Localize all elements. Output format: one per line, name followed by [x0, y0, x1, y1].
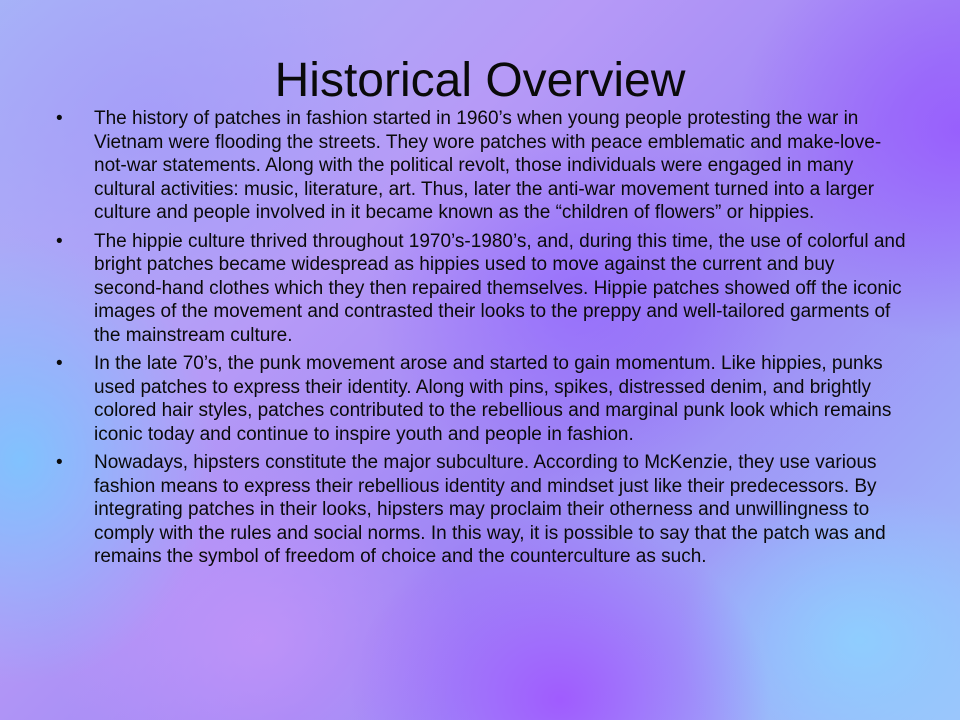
bullet-item [56, 352, 906, 446]
bullet-text: The hippie culture thrived throughout 1970’s-1980’s, and, during this time, the use of colorful and bright patches became widespread as hippies used to move against the current and buy second-hand clothes which they then repaired themselves. Hippie patches showed off the iconic images of the movement and contrasted their looks to the preppy and well-tailored garments of the mainstream culture. [94, 230, 906, 346]
bullet-point-icon: • [56, 452, 63, 473]
bullet-text: The history of patches in fashion started in 1960’s when young people protesting the war in Vietnam were flooding the streets. They wore patches with peace emblematic and make-love-not-war statements. Along with the political revolt, those individuals were engaged in many cultural activities: music, literature, art. Thus, later the anti-war movement turned into a larger culture and people involved in it became known as the “children of flowers” or hippies. [94, 108, 882, 223]
bullet-point-icon: • [56, 353, 63, 374]
slide-title: Historical Overview [274, 54, 686, 108]
bullet-list [56, 107, 906, 574]
bullet-item [56, 107, 906, 225]
bullet-item [56, 230, 906, 348]
bullet-item [56, 451, 906, 569]
bullet-text: In the late 70’s, the punk movement arose and started to gain momentum. Like hippies, punks used patches to express their identity. Along with pins, spikes, distressed denim, and brightly colored hair styles, patches contributed to the rebellious and marginal punk look which remains iconic today and continue to inspire youth and people in fashion. [94, 353, 892, 445]
bullet-point-icon: • [56, 108, 63, 129]
bullet-point-icon: • [56, 230, 63, 252]
bullet-text: Nowadays, hipsters constitute the major subculture. According to McKenzie, they use various fashion means to express their rebellious identity and mindset just like their predecessors. By integrating patches in their looks, hipsters may proclaim their otherness and unwillingness to comply with the rules and social norms. In this way, it is possible to say that the patch was and remains the symbol of freedom of choice and the counterculture as such. [94, 452, 886, 567]
